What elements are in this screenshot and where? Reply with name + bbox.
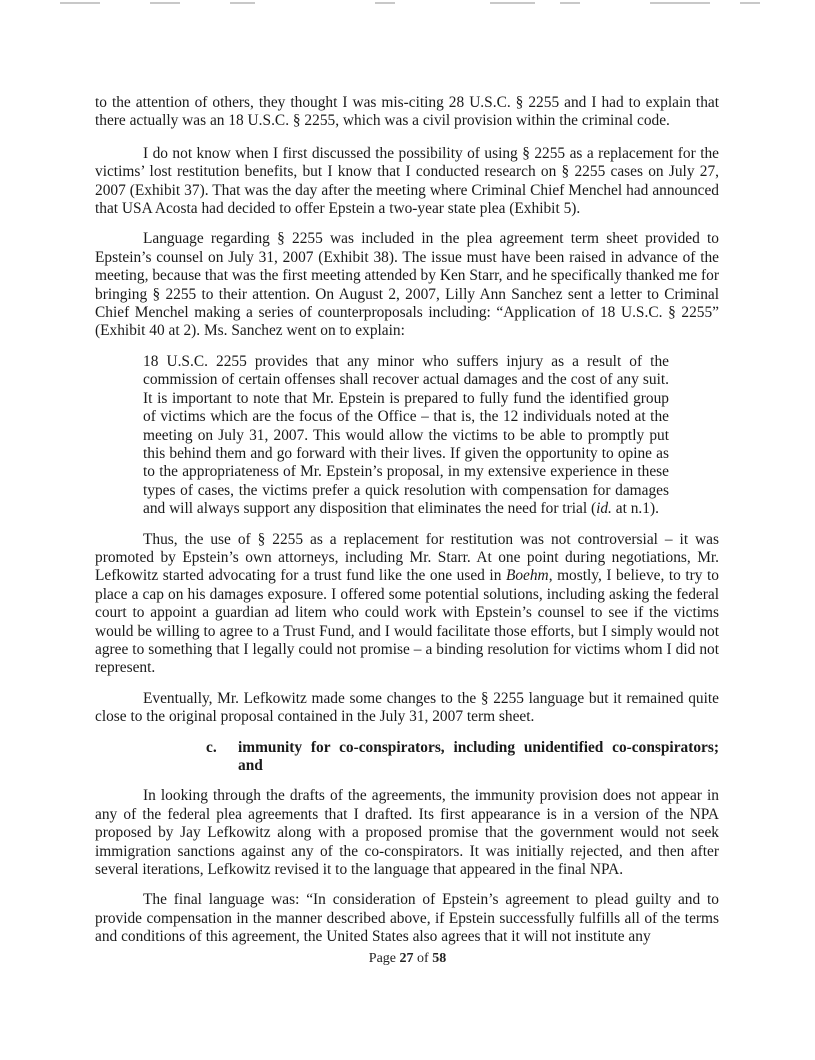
scan-mark	[230, 2, 255, 4]
section-heading-label: c.	[206, 738, 217, 756]
footer-total-pages: 58	[432, 951, 447, 966]
scan-mark	[650, 2, 710, 4]
scan-mark	[150, 2, 180, 4]
scan-mark	[740, 2, 760, 4]
footer-of: of	[413, 951, 433, 966]
scan-mark	[375, 2, 395, 4]
document-page	[95, 94, 719, 959]
quote-citation-tail: at n.1).	[611, 500, 659, 518]
scan-mark	[60, 2, 100, 4]
paragraph-trust-fund-end: , mostly, I believe, to try to place a cap on his damages exposure. I offered some potential solutions, including asking the federal court to appoint a guardian ad litem who could work with Epstein’s counsel to see if the victims would be willing to agree to a Trust Fund, and I would facilitate those efforts, but I simply would not agree to something that I legally could not promise – a binding resolution for victims whom I did not represent.	[95, 567, 719, 677]
footer-prefix: Page	[368, 951, 400, 966]
scan-top-edge-marks	[0, 0, 815, 10]
paragraph-term-sheet: Language regarding § 2255 was included in the plea agreement term sheet provided to Epstein’s counsel on July 31, 2007 (Exhibit 38). The issue must have been raised in advance of the meeting, because that was the first meeting attended by Ken Starr, and he specifically thanked me for bringing § 2255 to their attention. On August 2, 2007, Lilly Ann Sanchez sent a letter to Criminal Chief Menchel making a series of counterproposals including: “Application of 18 U.S.C. § 2255” (Exhibit 40 at 2). Ms. Sanchez went on to explain:	[95, 230, 719, 340]
quote-text: 18 U.S.C. 2255 provides that any minor who suffers injury as a result of the commission of certain offenses shall recover actual damages and the cost of any suit. It is important to note that Mr. Epstein is prepared to fully fund the identified group of victims which are the focus of the Office – that is, the 12 individuals noted at the meeting on July 31, 2007. This would allow the victims to be able to promptly put this behind them and go forward with their lives. If given the opportunity to opine as to the appropriateness of Mr. Epstein’s proposal, in my extensive experience in these types of cases, the victims prefer a quick resolution with compensation for damages and will always support any disposition that eliminates the need for trial (	[143, 352, 669, 518]
paragraph-trust-fund	[95, 531, 719, 678]
quote-citation-italic: id.	[596, 500, 612, 518]
footer-current-page: 27	[399, 951, 414, 966]
section-heading-text: immunity for co-conspirators, including unidentified co-conspirators; and	[238, 738, 719, 774]
paragraph-research: I do not know when I first discussed the possibility of using § 2255 as a replacement for the victims’ lost restitution benefits, but I know that I conducted research on § 2255 cases on July 27, 2007 (Exhibit 37). That was the day after the meeting where Criminal Chief Menchel had announced that USA Acosta had decided to offer Epstein a two-year state plea (Exhibit 5).	[95, 144, 719, 218]
block-quote-sanchez	[95, 353, 719, 519]
paragraph-continuation: to the attention of others, they thought I was mis-citing 28 U.S.C. § 2255 and I had to explain that there actually was an 18 U.S.C. § 2255, which was a civil provision within the criminal code.	[95, 94, 719, 130]
scan-mark	[560, 2, 580, 4]
paragraph-eventually: Eventually, Mr. Lefkowitz made some changes to the § 2255 language but it remained quite close to the original proposal contained in the July 31, 2007 term sheet.	[95, 689, 719, 726]
scan-mark	[490, 2, 535, 4]
case-name-boehm: Boehm	[505, 567, 549, 585]
paragraph-trust-fund-start: Thus, the use of § 2255 as a replacement for restitution was not controversial – it was promoted by Epstein’s own attorneys, including Mr. Starr. At one point during negotiations, Mr. Lefkowitz started advocating for a trust fund like the one used in	[95, 530, 719, 585]
page-footer	[0, 951, 815, 967]
section-heading-c	[95, 739, 719, 776]
paragraph-immunity: In looking through the drafts of the agreements, the immunity provision does not appear in any of the federal plea agreements that I drafted. Its first appearance is in a version of the NPA proposed by Jay Lefkowitz along with a proposed promise that the government would not seek immigration sanctions against any of the co-conspirators. It was initially rejected, and then after several iterations, Lefkowitz revised it to the language that appeared in the final NPA.	[95, 787, 719, 879]
paragraph-final-language: The final language was: “In consideration of Epstein’s agreement to plead guilty and to provide compensation in the manner described above, if Epstein successfully fulfills all of the terms and conditions of this agreement, the United States also agrees that it will not institute any	[95, 891, 719, 946]
